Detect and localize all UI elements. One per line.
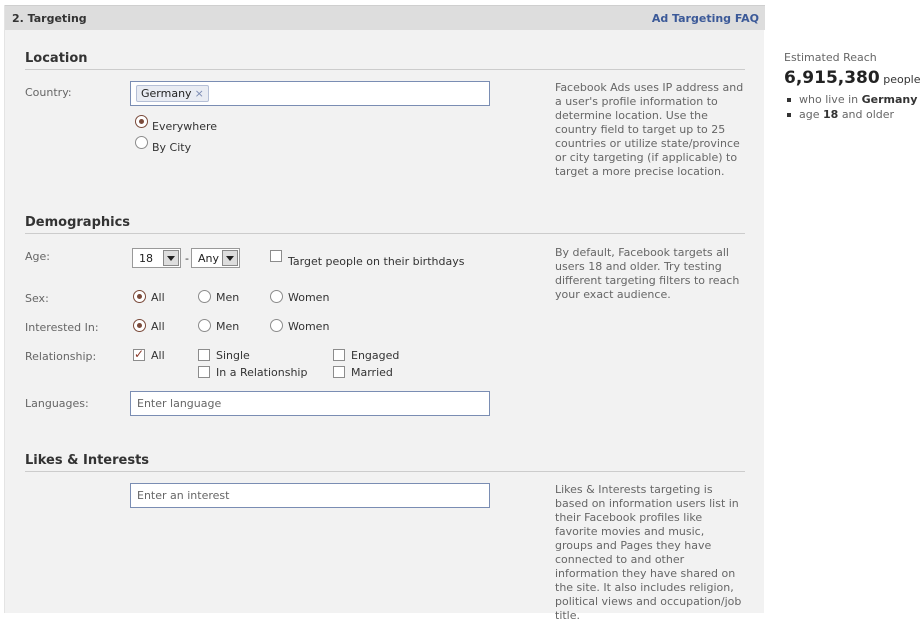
location-everywhere-label: Everywhere: [152, 120, 218, 133]
location-help-text: Facebook Ads uses IP address and a user's profile information to determine location. Use the country field to target up to 25 countries or utilize state/province or city targeting (if applicable) to target a more precise location.: [555, 81, 744, 178]
age-min-select[interactable]: [132, 248, 181, 268]
demographics-title: Demographics: [25, 215, 131, 230]
relationship-single-label: Single: [216, 349, 250, 362]
interested-men-label: Men: [216, 320, 240, 333]
estimated-reach-panel: [784, 51, 921, 122]
interested-all-radio[interactable]: [133, 319, 146, 332]
likes-interests-title: Likes & Interests: [25, 453, 150, 468]
relationship-married-checkbox[interactable]: [333, 366, 345, 378]
live-value: Germany: [861, 93, 918, 106]
location-by-city-radio[interactable]: [135, 136, 148, 149]
location-title: Location: [25, 51, 88, 66]
remove-token-icon[interactable]: ×: [194, 87, 204, 100]
panel-header: [5, 5, 765, 30]
country-token-label: Germany: [141, 87, 192, 100]
languages-field[interactable]: [130, 391, 490, 416]
sex-all-radio[interactable]: [133, 290, 146, 303]
age-label: Age:: [25, 250, 50, 263]
interested-all-label: All: [151, 320, 165, 333]
relationship-in-relationship-checkbox[interactable]: [198, 366, 210, 378]
interested-women-label: Women: [288, 320, 330, 333]
age-suffix: and older: [841, 108, 895, 121]
relationship-all-checkbox[interactable]: [133, 349, 145, 361]
age-prefix: age: [799, 108, 820, 121]
likes-help-text: Likes & Interests targeting is based on information users list in their Facebook profiles like favorite movies and music, groups and Pages they have connected to and other information they have shared on the site. It also includes religion, political views and occupation/job title.: [555, 483, 742, 622]
relationship-engaged-label: Engaged: [351, 349, 400, 362]
age-max-value: Any: [198, 252, 220, 265]
reach-criteria-list: [784, 92, 918, 122]
reach-criteria-location: [784, 92, 918, 107]
relationship-engaged-checkbox[interactable]: [333, 349, 345, 361]
sex-label: Sex:: [25, 292, 49, 305]
languages-label: Languages:: [25, 397, 89, 410]
chevron-down-icon: [163, 250, 179, 266]
targeting-panel: [4, 5, 764, 622]
birthday-checkbox[interactable]: [270, 250, 282, 262]
relationship-all-label: All: [151, 349, 165, 362]
relationship-in-relationship-label: In a Relationship: [216, 366, 308, 379]
age-value: 18: [823, 108, 839, 121]
relationship-single-checkbox[interactable]: [198, 349, 210, 361]
birthday-label: Target people on their birthdays: [288, 255, 465, 268]
interested-men-radio[interactable]: [198, 319, 211, 332]
reach-number: 6,915,380: [784, 68, 880, 88]
age-max-select[interactable]: [191, 248, 240, 268]
sex-women-label: Women: [288, 291, 330, 304]
age-min-value: 18: [139, 252, 153, 265]
live-prefix: who live in: [799, 93, 859, 106]
interests-field[interactable]: [130, 483, 490, 508]
country-label: Country:: [25, 86, 72, 99]
estimated-reach-label: Estimated Reach: [784, 51, 877, 64]
country-token: [136, 85, 209, 102]
relationship-label: Relationship:: [25, 350, 97, 363]
interested-women-radio[interactable]: [270, 319, 283, 332]
panel-title: 2. Targeting: [12, 12, 87, 25]
estimated-reach-count: [784, 68, 921, 88]
location-by-city-label: By City: [152, 141, 192, 154]
location-everywhere-radio[interactable]: [135, 115, 148, 128]
chevron-down-icon: [222, 250, 238, 266]
sex-all-label: All: [151, 291, 165, 304]
sex-men-label: Men: [216, 291, 240, 304]
location-divider: [25, 69, 745, 70]
country-field[interactable]: [130, 81, 490, 106]
demographics-help-divider: [555, 233, 745, 234]
likes-interests-divider: [25, 471, 745, 472]
interests-input[interactable]: [131, 484, 489, 507]
reach-criteria-age: [784, 107, 914, 122]
relationship-married-label: Married: [351, 366, 393, 379]
reach-unit: people: [883, 73, 921, 86]
demographics-help-text: By default, Facebook targets all users 18 and older. Try testing different targeting filters to reach your exact audience.: [555, 246, 740, 301]
sex-women-radio[interactable]: [270, 290, 283, 303]
languages-input[interactable]: [131, 392, 489, 415]
age-separator: -: [185, 252, 189, 265]
ad-targeting-faq-link[interactable]: Ad Targeting FAQ: [651, 12, 759, 25]
interested-in-label: Interested In:: [25, 321, 99, 334]
sex-men-radio[interactable]: [198, 290, 211, 303]
